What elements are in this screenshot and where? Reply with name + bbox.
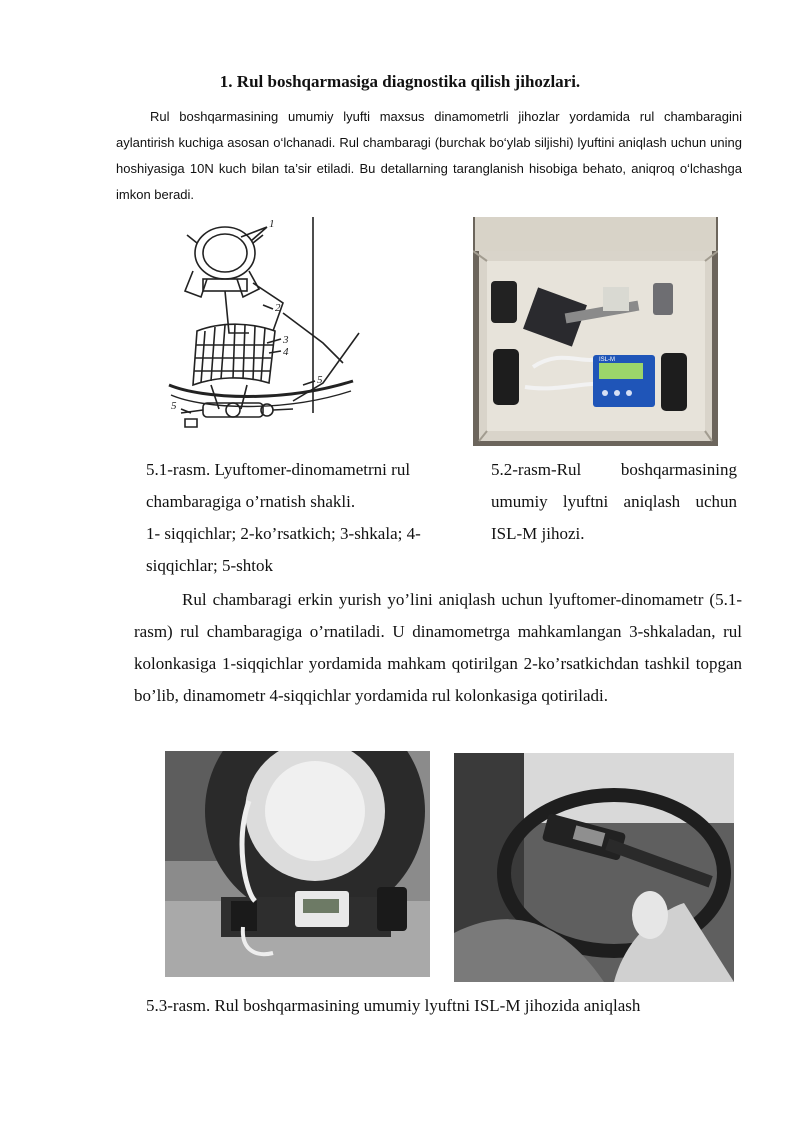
figure-5-2-photo (473, 217, 718, 446)
lyuftomer-diagram (163, 213, 363, 435)
figure-5-3-photo-right (454, 753, 734, 982)
body-paragraph (134, 584, 742, 712)
wheel-tester-photo (165, 751, 430, 977)
caption-5-1-line2: chambaragiga o’rnatish shakli. (146, 492, 356, 511)
label-5a: 5 (317, 374, 323, 386)
driver-tester-photo (454, 753, 734, 982)
figure-5-3-caption: 5.3-rasm. Rul boshqarmasining umumiy lyuftni ISL-M jihozida aniqlash (146, 996, 641, 1015)
figure-5-1-drawing (163, 213, 363, 435)
body-text: Rul chambaragi erkin yurish yo’lini aniqlash uchun lyuftomer-dinomametr (5.1-rasm) rul chambaragiga o’rnatiladi. U dinamometrga mahkamlangan 3-shkaladan, rul kolonkasiga 1-siqqichlar yordamida mahkam qotirilgan 2-ko’rsatkichdan tashkil topgan bo’lib, dinamometr 4-siqqichlar yordamida rul kolonkasiga qotiriladi. (134, 590, 742, 705)
label-3: 3 (283, 334, 289, 346)
label-4: 4 (283, 346, 289, 358)
figure-5-3-photo-left (165, 751, 430, 977)
intro-text: Rul boshqarmasining umumiy lyufti maxsus dinamometrli jihozlar yordamida rul chambaragini aylantirish kuchiga asosan o‘lchanadi. Rul chambaragi (burchak bo‘ylab siljishi) lyuftini aniqlash uchun uning hoshiyasiga 10N kuch bilan ta’sir etiladi. Bu detallarning taranglanish hisobiga behato, aniqroq o‘lchashga imkon beradi. (116, 109, 742, 202)
caption-5-1-line1: 5.1-rasm. Lyuftomer-dinomametrni rul (146, 460, 411, 479)
caption-5-1-line3: 1- siqqichlar; 2-ko’rsatkich; 3-shkala; 4- (146, 524, 421, 543)
isl-m-case-photo (473, 217, 718, 446)
caption-5-1-line4: siqqichlar; 5-shtok (146, 556, 274, 575)
intro-paragraph (116, 104, 742, 208)
section-heading: 1. Rul boshqarmasiga diagnostika qilish jihozlari. (219, 72, 581, 91)
device-label: ISL-M (599, 357, 616, 363)
label-2: 2 (275, 302, 281, 314)
figure-5-1-caption (146, 454, 458, 582)
label-1: 1 (269, 218, 275, 230)
label-5b: 5 (171, 400, 177, 412)
figure-5-2-caption: 5.2-rasm-Rul boshqarmasining umumiy lyuftni aniqlash uchun ISL-M jihozi. (491, 460, 737, 543)
